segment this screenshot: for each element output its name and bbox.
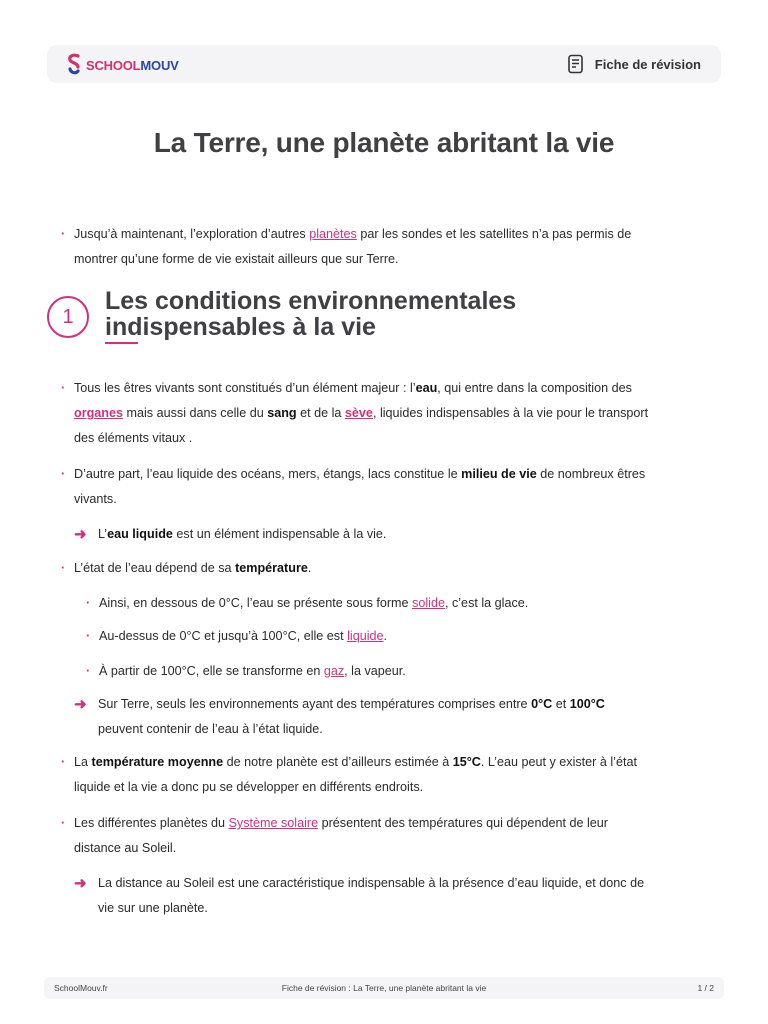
schoolmouv-logo[interactable] [67, 53, 179, 77]
page-title: La Terre, une planète abritant la vie [153, 127, 615, 158]
fiche-de-revision-label [566, 54, 701, 74]
footer-page-number: 1 / 2 [697, 983, 714, 993]
document-icon [566, 54, 586, 74]
link-liquide[interactable]: liquide [347, 629, 384, 643]
page-footer [44, 977, 724, 999]
arrow-conclusion: ➜ L’eau liquide est un élément indispensable à la vie. [60, 522, 650, 547]
link-solide[interactable]: solide [412, 596, 445, 610]
link-seve[interactable]: sève [344, 406, 373, 420]
arrow-right-icon: ➜ [74, 696, 87, 713]
list-item: · Tous les êtres vivants sont constitués d’un élément majeur : l’eau, qui entre dans la composition des organes mais aussi dans celle du sang et de la sève, liquides indispensables à la vie pour le transport des éléments vitaux . [60, 376, 650, 451]
sub-list-item: · Au-dessus de 0°C et jusqu’à 100°C, elle est liquide. [60, 624, 650, 649]
footer-doc-title: Fiche de révision : La Terre, une planète abritant la vie [281, 983, 487, 993]
arrow-conclusion: ➜ La distance au Soleil est une caractéristique indispensable à la présence d’eau liquide, et donc de vie sur une planète. [60, 871, 650, 921]
arrow-conclusion: ➜ Sur Terre, seuls les environnements ayant des températures comprises entre 0°C et 100°C peuvent contenir de l’eau à l’état liquide. [60, 692, 650, 742]
logo-s-icon [67, 53, 81, 77]
link-systeme-solaire[interactable]: Système solaire [228, 816, 319, 830]
section-number: 1 [47, 296, 89, 338]
arrow-right-icon: ➜ [74, 875, 87, 892]
list-item: · D’autre part, l’eau liquide des océans, mers, étangs, lacs constitue le milieu de vie de nombreux êtres vivants. [60, 462, 650, 512]
list-item: · Les différentes planètes du Système solaire présentent des températures qui dépendent de leur distance au Soleil. [60, 811, 650, 861]
section-title: Les conditions environnementales indispensables à la vie [105, 287, 517, 341]
heading-underline-accent [105, 342, 138, 344]
arrow-right-icon: ➜ [74, 526, 87, 543]
logo-wordmark: SCHOOLMOUV [86, 57, 179, 73]
link-planetes[interactable]: planètes [309, 227, 357, 241]
link-organes[interactable]: organes [74, 406, 123, 420]
link-gaz[interactable]: gaz [323, 664, 345, 678]
sub-list-item: · Ainsi, en dessous de 0°C, l’eau se présente sous forme solide, c’est la glace. [60, 591, 650, 616]
list-item: · La température moyenne de notre planète est d’ailleurs estimée à 15°C. L’eau peut y exister à l’état liquide et la vie a donc pu se développer en différents endroits. [60, 750, 650, 800]
footer-site: SchoolMouv.fr [54, 983, 108, 993]
header-bar [47, 45, 721, 83]
list-item: · L’état de l’eau dépend de sa température. [60, 556, 650, 581]
section-1-heading [47, 288, 647, 348]
sub-list-item: · À partir de 100°C, elle se transforme en gaz, la vapeur. [60, 659, 650, 684]
fiche-label: Fiche de révision [594, 56, 701, 72]
intro-paragraph: · Jusqu’à maintenant, l’exploration d’autres planètes par les sondes et les satellites n’a pas permis de montrer qu’une forme de vie existait ailleurs que sur Terre. [60, 222, 650, 272]
